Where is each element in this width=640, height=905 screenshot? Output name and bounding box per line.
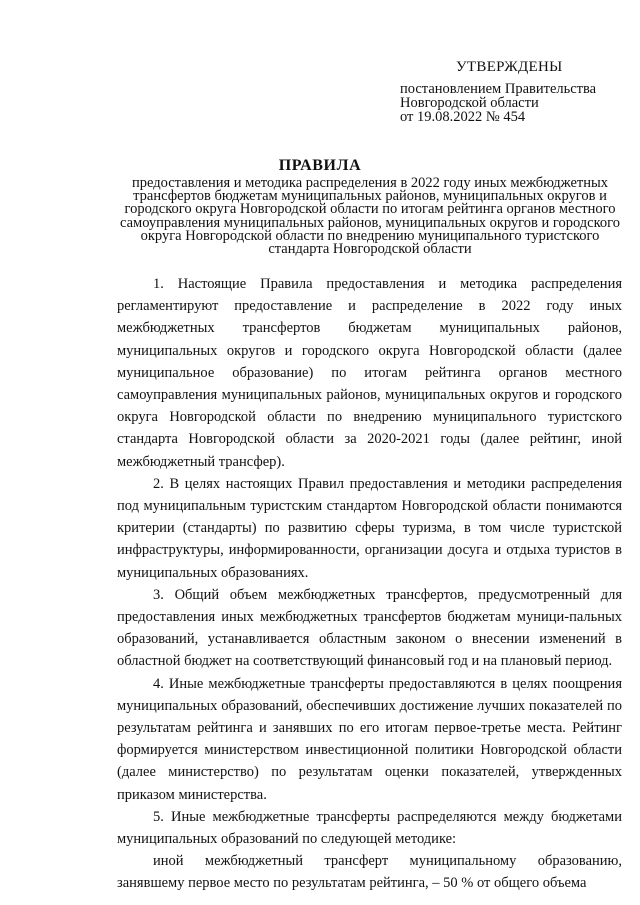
paragraph-2: 2. В целях настоящих Правил предоставления и методики распределения под муниципальным туристским стандартом Новгородской области понимаются критерии (стандарты) по развитию сферы туризма, в том числе туристской инфраструктуры, информированности, организации досуга и отдыха туристов в муниципальных образованиях. xyxy=(117,475,622,581)
approval-title: УТВЕРЖДЕНЫ xyxy=(456,59,563,75)
paragraph-6: иной межбюджетный трансферт муниципальному образованию, занявшему первое место по результатам рейтинга, – 50 % от общего объема xyxy=(117,853,622,892)
approval-line-2: Новгородской области xyxy=(400,95,539,111)
paragraph-5: 5. Иные межбюджетные трансферты распределяются между бюджетами муниципальных образований по следующей методике: xyxy=(117,808,622,848)
approval-line-1: постановлением Правительства xyxy=(400,81,597,97)
paragraph-4: 4. Иные межбюджетные трансферты предоставляются в целях поощрения муниципальных образований, обеспечивших достижение лучших показателей по результатам рейтинга и занявших по его итогам первое-третье места. Рейтинг формируется министерством инвестиционной политики Новгородской области (далее министерство) по результатам оценки показателей, утвержденных приказом министерства. xyxy=(117,675,622,803)
document-body xyxy=(117,273,622,895)
approval-line-3: от 19.08.2022 № 454 xyxy=(400,109,526,125)
paragraph-1: 1. Настоящие Правила предоставления и методика распределения регламентируют предоставление и распределение в 2022 году иных межбюджетных трансфертов бюджетам муниципальных районов, муниципальных округов и городского округа Новгородской области (далее муниципальное образование) по итогам рейтинга органов местного самоуправления муниципальных районов, муниципальных округов и городского округа Новгородской области по внедрению муниципального туристского стандарта Новгородской области за 2020-2021 годы (далее рейтинг, иной межбюджетный трансфер). xyxy=(117,276,622,470)
document-subtitle: предоставления и методика распределения в 2022 году иных межбюджетных трансфертов бюджетам муниципальных районов, муниципальных округов и городского округа Новгородской области по итогам рейтинга органов местного самоуправления муниципальных районов, муниципальных округов и городского округа Новгородской области по внедрению муниципального туристского стандарта Новгородской области xyxy=(119,175,620,258)
paragraph-3: 3. Общий объем межбюджетных трансфертов, предусмотренный для предоставления иных межбюджетных трансфертов бюджетам муници-пальных образований, устанавливается областным законом о внесении изменений в областной бюджет на соответствующий финансовый год и на плановый период. xyxy=(117,586,622,670)
document-heading: ПРАВИЛА xyxy=(278,157,362,174)
